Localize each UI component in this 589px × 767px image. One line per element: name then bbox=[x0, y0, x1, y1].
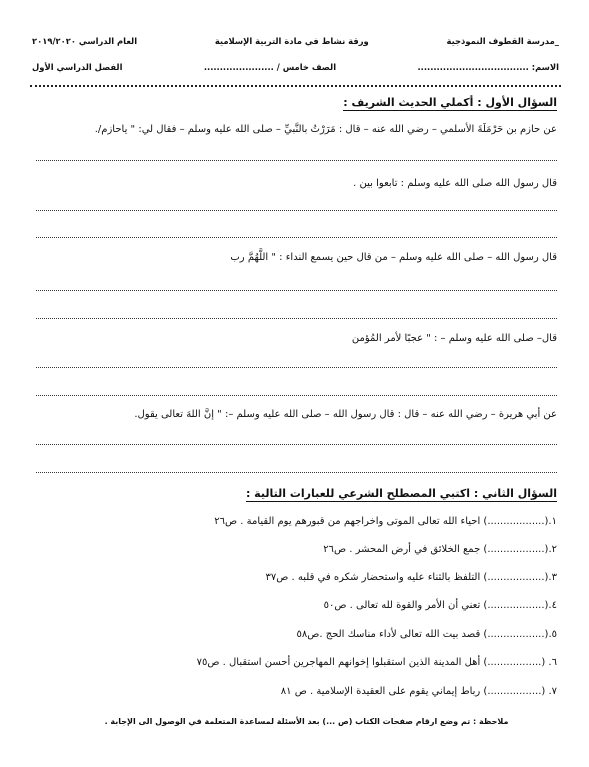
answer-line bbox=[36, 395, 557, 397]
question-1-title: السؤال الأول : أكملي الحديث الشريف : bbox=[343, 96, 557, 109]
header-row-1 bbox=[32, 36, 559, 46]
term-item-6: ٦. (.................) أهل المدينة الذين استقبلوا إخوانهم المهاجرين أحسن استقبال . ص٧٥ bbox=[196, 657, 557, 668]
worksheet-title: ورقة نشاط في مادة التربية الإسلامية bbox=[214, 36, 369, 46]
semester-label: الفصل الدراسي الأول bbox=[32, 62, 123, 72]
star-separator bbox=[30, 85, 561, 88]
question-2-title: السؤال الثاني : اكتبي المصطلح الشرعي للعبارات التالية : bbox=[245, 487, 557, 500]
hadith-item-1: عن حازم بن حَرْمَلَةَ الأسلمي – رضي الله عنه – قال : مَرَرْتُ بالنَّبيِّ – صلى الله عليه وسلم – فقال لي: " ياحازم/. bbox=[94, 124, 557, 135]
school-name: _مدرسة القطوف النموذجية bbox=[446, 36, 559, 46]
answer-line bbox=[36, 472, 557, 474]
hadith-item-2: قال رسول الله صلى الله عليه وسلم : تابعوا بين . bbox=[353, 178, 557, 189]
term-item-5: ٥.(..................) قصد بيت الله تعالى لأداء مناسك الحج .ص٥٨ bbox=[296, 629, 557, 640]
hadith-item-4: قال– صلى الله عليه وسلم – : " عجبًا لأمر المُؤمن bbox=[351, 333, 557, 344]
header-row-2 bbox=[32, 62, 559, 72]
answer-line bbox=[36, 318, 557, 320]
term-item-1: ١.(..................) احياء الله تعالى الموتى واخراجهم من قبورهم يوم القيامة . ص٢٦ bbox=[214, 516, 557, 527]
hadith-item-5: عن أبي هريرة – رضي الله عنه – قال : قال رسول الله – صلى الله عليه وسلم –: " إنَّ اللهَ تعالى يقول. bbox=[134, 409, 557, 420]
term-item-2: ٢.(..................) جمع الخلائق في أرض المحشر . ص٢٦ bbox=[323, 544, 557, 555]
answer-line bbox=[36, 444, 557, 446]
grade-field: الصف خامس / ...................... bbox=[203, 62, 337, 72]
answer-line bbox=[36, 237, 557, 239]
footer-note: ملاحظة : تم وضع ارقام صفحات الكتاب (ص ...) بعد الأسئلة لمساعدة المتعلمة في الوصول الى الإجابة . bbox=[104, 717, 509, 726]
answer-line bbox=[36, 367, 557, 369]
term-item-3: ٣.(..................) التلفظ بالثناء عليه واستحضار شكره في قلبه . ص٣٧ bbox=[265, 572, 557, 583]
answer-line bbox=[36, 290, 557, 292]
answer-line bbox=[36, 210, 557, 212]
term-item-4: ٤.(..................) تعني أن الأمر والقوة لله تعالى . ص٥٠ bbox=[323, 600, 557, 611]
name-field: الاسم: ................................... bbox=[417, 62, 559, 72]
answer-line bbox=[36, 160, 557, 162]
hadith-item-3: قال رسول الله – صلى الله عليه وسلم – من قال حين يسمع النداء : " اللَّهُمَّ رب bbox=[230, 252, 557, 263]
term-item-7: ٧. (.................) رباط إيماني يقوم على العقيدة الإسلامية . ص ٨١ bbox=[280, 686, 557, 697]
academic-year: العام الدراسي ٢٠١٩/٢٠٢٠ bbox=[32, 36, 138, 46]
